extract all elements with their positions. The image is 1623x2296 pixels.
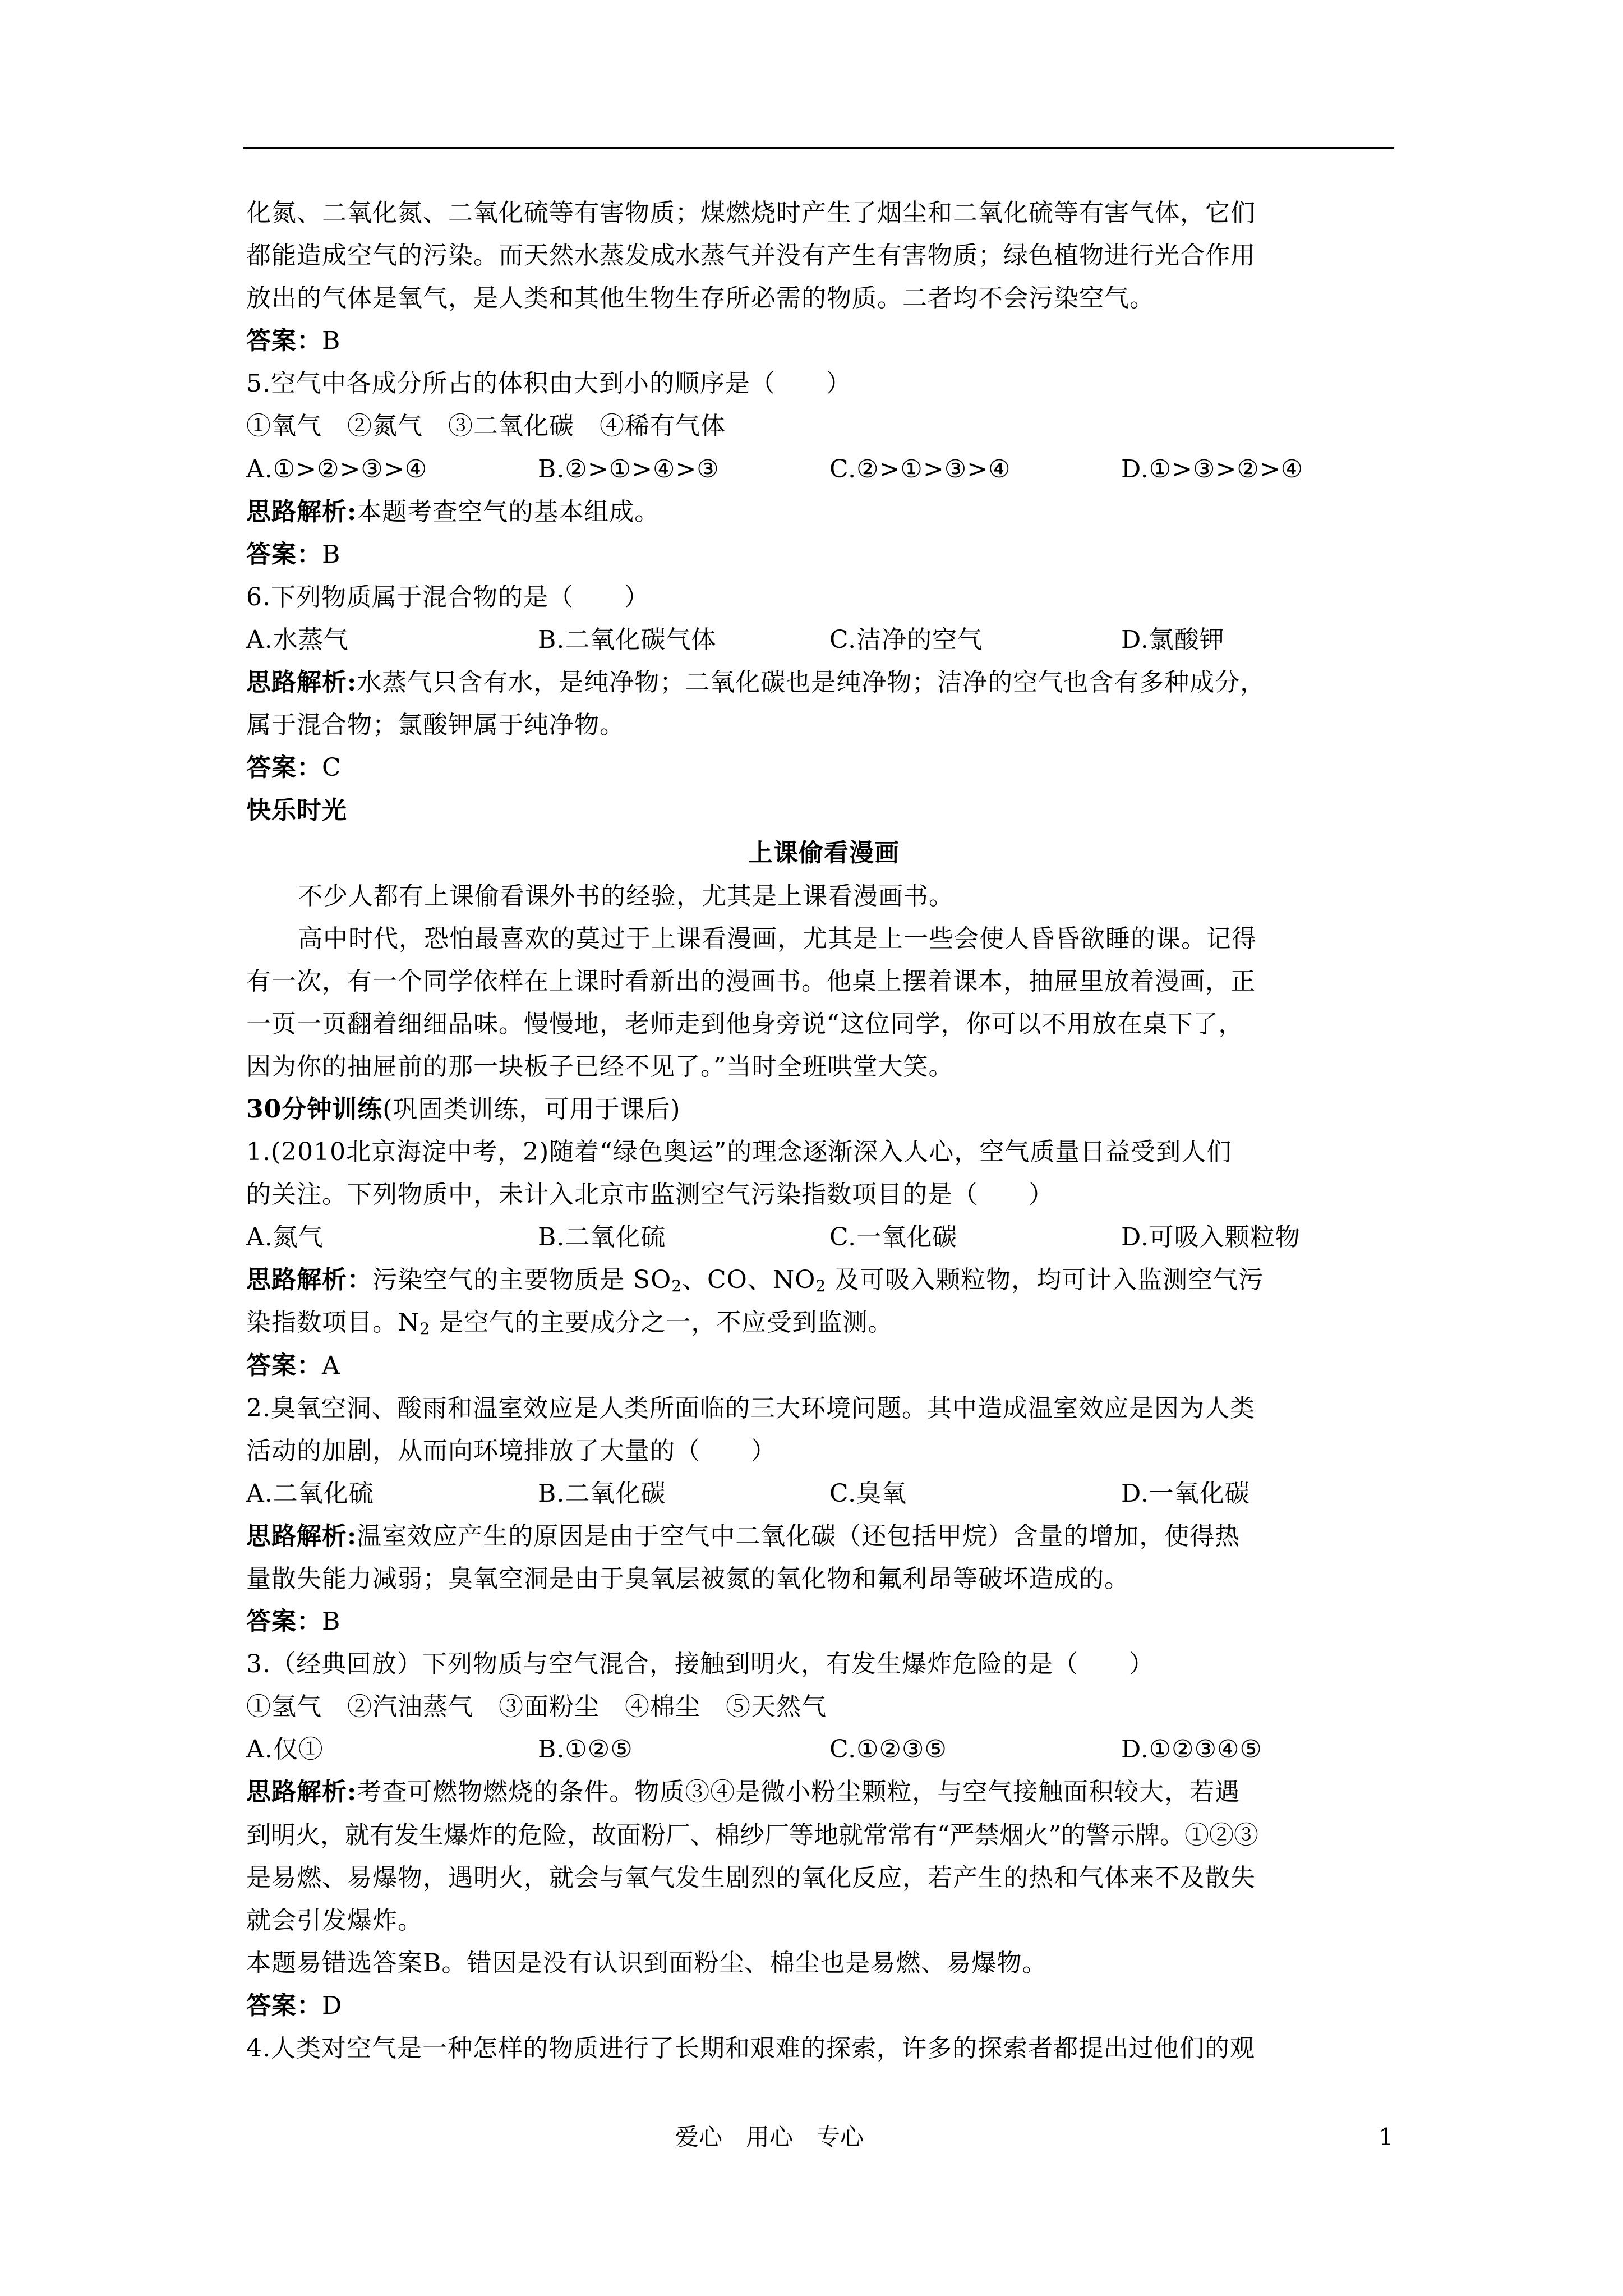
analysis-label: 思路解析:	[246, 497, 357, 526]
answer-label: 答案：	[246, 540, 322, 569]
subscript: 2	[815, 1277, 827, 1296]
question-options	[246, 448, 1401, 491]
option-c: C.①②③⑤	[829, 1735, 947, 1764]
option-b: B.①②⑤	[538, 1735, 633, 1764]
analysis-label: 思路解析:	[246, 1521, 357, 1550]
analysis-line	[246, 491, 1401, 533]
analysis-text: 、CO、NO	[682, 1266, 816, 1295]
option-b: B.二氧化碳	[538, 1479, 666, 1508]
option-a: A.水蒸气	[246, 625, 349, 654]
analysis-line: 到明火，就有发生爆炸的危险，故面粉厂、棉纱厂等地就常常有“严禁烟火”的警示牌。①②③	[246, 1820, 1258, 1849]
option-c: C.洁净的空气	[829, 625, 983, 654]
option-a: A.仅①	[246, 1735, 324, 1764]
answer-line	[246, 1985, 1401, 2027]
text-line: 化氮、二氧化氮、二氧化硫等有害物质；煤燃烧时产生了烟尘和二氧化硫等有害气体，它们	[246, 199, 1256, 227]
answer-line	[246, 533, 1401, 576]
option-d: D.可吸入颗粒物	[1121, 1223, 1301, 1252]
analysis-line	[246, 1259, 1401, 1301]
analysis-line: 属于混合物；氯酸钾属于纯净物。	[246, 711, 625, 740]
page-number: 1	[1378, 2123, 1394, 2151]
answer-value: A	[322, 1351, 340, 1380]
answer-value: B	[322, 326, 341, 356]
analysis-label: 思路解析：	[246, 1266, 372, 1295]
section-heading: 快乐时光	[246, 796, 347, 825]
answer-value: C	[322, 753, 342, 783]
analysis-text: 温室效应产生的原因是由于空气中二氧化碳（还包括甲烷）含量的增加，使得热	[357, 1521, 1241, 1550]
analysis-line: 就会引发爆炸。	[246, 1906, 423, 1935]
answer-line	[246, 1345, 1401, 1387]
option-b: B.二氧化碳气体	[538, 625, 717, 654]
question-options	[246, 619, 1401, 661]
section-heading	[246, 1088, 1401, 1131]
option-a: A.氮气	[246, 1223, 324, 1252]
analysis-text: 考查可燃物燃烧的条件。物质③④是微小粉尘颗粒，与空气接触面积较大，若遇	[357, 1778, 1241, 1807]
analysis-text: 及可吸入颗粒物，均可计入监测空气污	[826, 1266, 1264, 1295]
analysis-line: 量散失能力减弱；臭氧空洞是由于臭氧层被氮的氧化物和氟利昂等破坏造成的。	[246, 1565, 1129, 1593]
story-paragraph: 不少人都有上课偷看课外书的经验，尤其是上课看漫画书。	[298, 881, 954, 910]
subscript: 2	[671, 1277, 683, 1296]
answer-label: 答案：	[246, 326, 322, 356]
header-rule	[243, 147, 1394, 149]
story-line: 一页一页翻着细细品味。慢慢地，老师走到他身旁说“这位同学，你可以不用放在桌下了，	[246, 1009, 1244, 1038]
story-line: 因为你的抽屉前的那一块板子已经不见了。”当时全班哄堂大笑。	[246, 1052, 954, 1081]
answer-line	[246, 320, 1401, 362]
question-stem: 4.人类对空气是一种怎样的物质进行了长期和艰难的探索，许多的探索者都提出过他们的观	[246, 2034, 1255, 2063]
question-options	[246, 1728, 1401, 1771]
option-c: C.一氧化碳	[829, 1223, 958, 1252]
analysis-line: 是易燃、易爆物，遇明火，就会与氧气发生剧烈的氧化反应，若产生的热和气体来不及散失	[246, 1863, 1256, 1892]
question-stem: 的关注。下列物质中，未计入北京市监测空气污染指数项目的是（ ）	[246, 1180, 1054, 1209]
note-line: 本题易错选答案B。错因是没有认识到面粉尘、棉尘也是易燃、易爆物。	[246, 1948, 1048, 1977]
text-line: 都能造成空气的污染。而天然水蒸发成水蒸气并没有产生有害物质；绿色植物进行光合作用	[246, 241, 1256, 270]
question-stem: 活动的加剧，从而向环境排放了大量的（ ）	[246, 1436, 776, 1465]
option-d: D.一氧化碳	[1121, 1479, 1250, 1508]
answer-line	[246, 747, 1401, 789]
analysis-line	[246, 661, 1401, 704]
answer-label: 答案：	[246, 1351, 322, 1380]
answer-line	[246, 1600, 1401, 1643]
option-b: B.②>①>④>③	[538, 454, 720, 484]
analysis-text: 染指数项目。N	[246, 1308, 420, 1337]
answer-label: 答案：	[246, 753, 322, 783]
question-stem: 3.（经典回放）下列物质与空气混合，接触到明火，有发生爆炸危险的是（ ）	[246, 1650, 1154, 1679]
story-paragraph: 高中时代，恐怕最喜欢的莫过于上课看漫画，尤其是上一些会使人昏昏欲睡的课。记得	[298, 924, 1257, 953]
option-c: C.臭氧	[829, 1479, 907, 1508]
footer-text: 爱心 用心 专心	[675, 2123, 864, 2151]
question-stem: 6.下列物质属于混合物的是（ ）	[246, 582, 649, 611]
training-title: 30分钟训练	[246, 1094, 383, 1124]
text-line: 放出的气体是氧气，是人类和其他生物生存所必需的物质。二者均不会污染空气。	[246, 284, 1155, 313]
option-a: A.①>②>③>④	[246, 454, 428, 484]
analysis-text: 污染空气的主要物质是 SO	[372, 1266, 672, 1295]
question-stem: 2.臭氧空洞、酸雨和温室效应是人类所面临的三大环境问题。其中造成温室效应是因为人类	[246, 1393, 1255, 1423]
page-footer	[0, 2120, 1623, 2154]
question-items: ①氢气 ②汽油蒸气 ③面粉尘 ④棉尘 ⑤天然气	[246, 1692, 827, 1722]
training-subtitle: (巩固类训练，可用于课后)	[382, 1094, 681, 1124]
document-body	[246, 192, 1401, 2070]
question-items: ①氧气 ②氮气 ③二氧化碳 ④稀有气体	[246, 412, 726, 441]
answer-value: B	[322, 540, 341, 569]
option-d: D.①>③>②>④	[1121, 454, 1304, 484]
story-line: 有一次，有一个同学依样在上课时看新出的漫画书。他桌上摆着课本，抽屉里放着漫画，正	[246, 967, 1256, 996]
analysis-text: 本题考查空气的基本组成。	[357, 497, 660, 526]
answer-label: 答案：	[246, 1607, 322, 1636]
option-d: D.氯酸钾	[1121, 625, 1225, 654]
question-stem: 5.空气中各成分所占的体积由大到小的顺序是（ ）	[246, 369, 851, 398]
option-b: B.二氧化硫	[538, 1223, 666, 1252]
subscript: 2	[419, 1319, 431, 1338]
analysis-line	[246, 1771, 1401, 1814]
answer-value: B	[322, 1607, 341, 1636]
analysis-text: 水蒸气只含有水，是纯净物；二氧化碳也是纯净物；洁净的空气也含有多种成分，	[357, 668, 1266, 697]
analysis-text: 是空气的主要成分之一，不应受到监测。	[430, 1308, 893, 1337]
question-options	[246, 1473, 1401, 1515]
analysis-line	[246, 1515, 1401, 1558]
answer-value: D	[322, 1991, 343, 2020]
question-stem: 1.(2010北京海淀中考，2)随着“绿色奥运”的理念逐渐深入人心，空气质量日益受到人们	[246, 1138, 1232, 1167]
analysis-label: 思路解析:	[246, 668, 357, 697]
analysis-line	[246, 1301, 1401, 1344]
option-c: C.②>①>③>④	[829, 454, 1011, 484]
option-d: D.①②③④⑤	[1121, 1735, 1262, 1764]
option-a: A.二氧化硫	[246, 1479, 374, 1508]
story-title: 上课偷看漫画	[748, 839, 900, 868]
answer-label: 答案：	[246, 1991, 322, 2020]
analysis-label: 思路解析:	[246, 1778, 357, 1807]
question-options	[246, 1216, 1401, 1259]
